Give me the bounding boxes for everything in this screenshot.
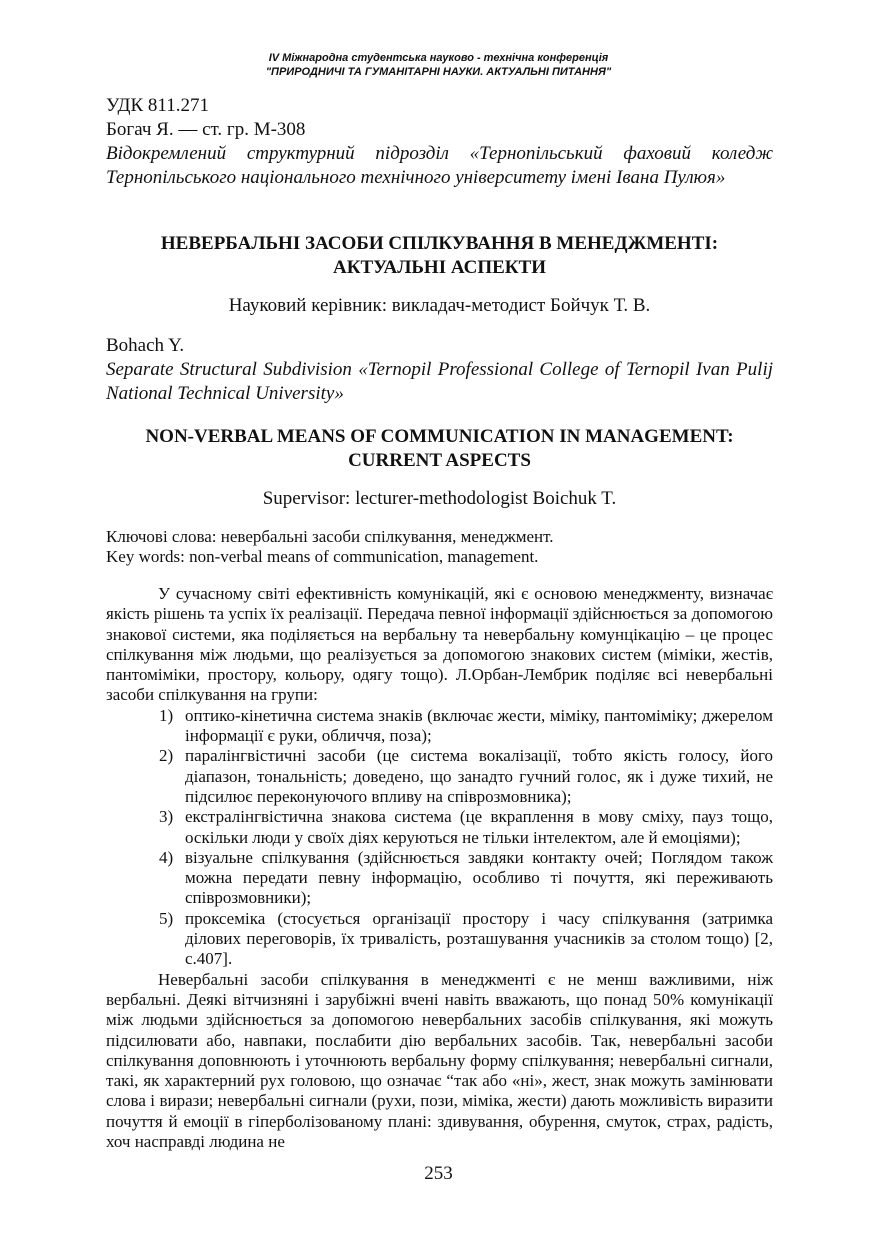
list-item-number: 5): [159, 908, 174, 928]
list-item-number: 1): [159, 705, 174, 725]
en-meta: [106, 334, 773, 406]
conference-theme: "ПРИРОДНИЧІ ТА ГУМАНІТАРНІ НАУКИ. АКТУАЛЬНІ ПИТАННЯ": [265, 66, 612, 78]
ua-affiliation: Відокремлений структурний підрозділ «Тернопільський фаховий коледж Тернопільського національного технічного університету імені Івана Пулюя»: [106, 143, 773, 188]
ua-title-line1: НЕВЕРБАЛЬНІ ЗАСОБИ СПІЛКУВАННЯ В МЕНЕДЖМЕНТІ:: [160, 233, 719, 254]
body-paragraph-1: У сучасному світі ефективність комунікацій, які є основою менеджменту, визначає якість рішень та успіх їх реалізації. Передача певної інформації здійснюється за допомогою знакової системи, яка поділяється на вербальну та невербальну комунцікацію – це процес спілкування між людьми, що реалізується за допомогою знакових систем (міміки, жестів, пантоміміки, простору, кольору, одягу тощо). Л.Орбан-Лембрик поділяє всі невербальні засоби спілкування на групи:: [106, 584, 773, 705]
ua-title: [106, 232, 773, 280]
list-item: [106, 848, 773, 909]
page-number: 253: [424, 1163, 453, 1184]
list-item-number: 4): [159, 847, 174, 867]
list-item: [106, 807, 773, 848]
udk-code: УДК 811.271: [106, 95, 209, 116]
group-list: [106, 706, 773, 970]
en-supervisor: Supervisor: lecturer-methodologist Boichuk T.: [262, 488, 617, 509]
keywords: [106, 527, 773, 568]
en-author: Bohach Y.: [106, 335, 185, 356]
keywords-en: Key words: non-verbal means of communication, management.: [106, 547, 539, 567]
en-title-line1: NON-VERBAL MEANS OF COMMUNICATION IN MANAGEMENT:: [145, 426, 734, 447]
list-item: [106, 746, 773, 807]
list-item-text: паралінгвістичні засоби (це система вокалізації, тобто якість голосу, його діапазон, тональність; доведено, що занадто гучний голос, як і дуже тихий, не підсилює переконуючого впливу на співрозмовника);: [185, 746, 773, 806]
en-title-line2: CURRENT ASPECTS: [348, 450, 531, 471]
conference-name: IV Міжнародна студентська науково - технічна конференція: [268, 52, 609, 64]
list-item: [106, 706, 773, 747]
en-title: [106, 425, 773, 473]
ua-title-line2: АКТУАЛЬНІ АСПЕКТИ: [332, 257, 547, 278]
en-affiliation: Separate Structural Subdivision «Ternopil Professional College of Ternopil Ivan Pulij National Technical University»: [106, 359, 773, 404]
keywords-ua: Ключові слова: невербальні засоби спілкування, менеджмент.: [106, 527, 554, 546]
ua-meta: [106, 94, 773, 190]
list-item-text: проксеміка (стосується організації простору і часу спілкування (затримка ділових переговорів, їх тривалість, розташування учасників за столом тощо) [2, с.407].: [185, 908, 773, 969]
list-item-number: 2): [159, 746, 174, 766]
ua-author: Богач Я. — ст. гр. М-308: [106, 119, 306, 140]
ua-supervisor: Науковий керівник: викладач-методист Бойчук Т. В.: [228, 295, 651, 316]
list-item: [106, 909, 773, 970]
body-paragraph-2: Невербальні засоби спілкування в менеджменті є не менш важливими, ніж вербальні. Деякі вітчизняні і зарубіжні вчені навіть вважають, що понад 50% комунікації між людьми здійснюється за допомогою невербальних засобів спілкування, які можуть підсилювати або, навпаки, послабити дію вербальних засобів. Так, невербальні засоби спілкування доповнюють і уточнюють вербальну форму спілкування; невербальні сигнали, такі, як характерний рух головою, що означає “так або «ні», жест, знак можуть замінювати слова і вирази; невербальні сигнали (рухи, пози, міміка, жести) дають можливість виразити почуття й емоції в гіперболізованому плані: здивування, обурення, смуток, страх, радість, хоч насправді людина не: [106, 969, 773, 1152]
list-item-text: візуальне спілкування (здійснюється завдяки контакту очей; Поглядом також можна передати певну інформацію, особливо ті почуття, які переживають співрозмовники);: [185, 847, 773, 908]
article-body: [106, 584, 773, 1152]
list-item-text: екстралінгвістична знакова система (це вкраплення в мову сміху, пауз тощо, оскільки люди у своїх діях керуються не тільки інтелектом, але й емоціями);: [185, 807, 773, 847]
conference-header: [0, 51, 877, 79]
list-item-text: оптико-кінетична система знаків (включає жести, міміку, пантоміміку; джерелом інформації є руки, обличчя, поза);: [185, 705, 773, 746]
list-item-number: 3): [159, 807, 174, 827]
